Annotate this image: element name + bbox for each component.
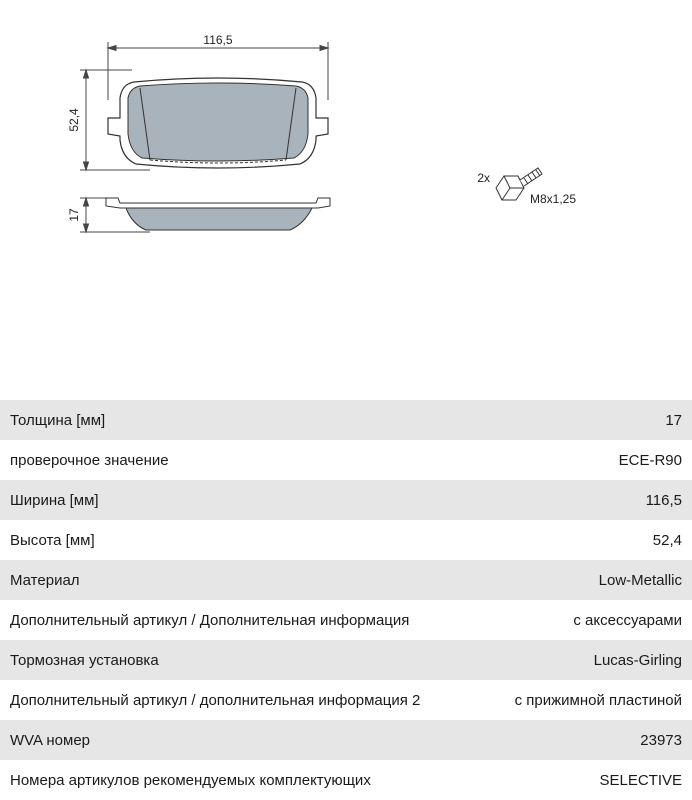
spec-value: Low-Metallic	[598, 571, 682, 589]
spec-value: SELECTIVE	[599, 771, 682, 789]
spec-label: Высота [мм]	[10, 531, 95, 549]
spec-row-material	[0, 560, 692, 600]
spec-value: Lucas-Girling	[593, 651, 682, 669]
brake-pad-front-view	[108, 78, 328, 168]
bolt-quantity-label: 2x	[477, 171, 490, 185]
thickness-dimension-label: 17	[67, 208, 81, 222]
spec-row-recommended-parts	[0, 760, 692, 800]
height-dimension-label: 52,4	[67, 108, 81, 132]
spec-label: WVA номер	[10, 731, 91, 749]
spec-row-test-value	[0, 440, 692, 480]
spec-value: с прижимной пластиной	[514, 691, 682, 709]
spec-row-additional-info-2	[0, 680, 692, 720]
spec-value: 52,4	[652, 531, 682, 549]
spec-value: с аксессуарами	[573, 611, 682, 629]
spec-label: проверочное значение	[10, 451, 169, 469]
spec-label: Номера артикулов рекомендуемых комплектующих	[10, 771, 371, 789]
brake-pad-side-view	[106, 198, 330, 230]
spec-row-thickness	[0, 400, 692, 440]
spec-row-width	[0, 480, 692, 520]
spec-label: Ширина [мм]	[10, 491, 99, 509]
spec-value: ECE-R90	[618, 451, 682, 469]
spec-label: Материал	[10, 571, 80, 589]
spec-value: 116,5	[645, 491, 682, 509]
spec-value: 23973	[640, 731, 682, 749]
spec-row-height	[0, 520, 692, 560]
specifications-table	[0, 400, 692, 800]
spec-row-wva-number	[0, 720, 692, 760]
spec-label: Дополнительный артикул / дополнительная информация 2	[10, 691, 421, 709]
spec-row-brake-system	[0, 640, 692, 680]
spec-label: Тормозная установка	[10, 651, 159, 669]
spec-value: 17	[665, 411, 682, 429]
bolt-size-label: M8x1,25	[530, 192, 577, 206]
spec-label: Толщина [мм]	[10, 411, 106, 429]
width-dimension-label: 116,5	[203, 33, 233, 47]
spec-label: Дополнительный артикул / Дополнительная информация	[10, 611, 410, 629]
spec-row-additional-info	[0, 600, 692, 640]
